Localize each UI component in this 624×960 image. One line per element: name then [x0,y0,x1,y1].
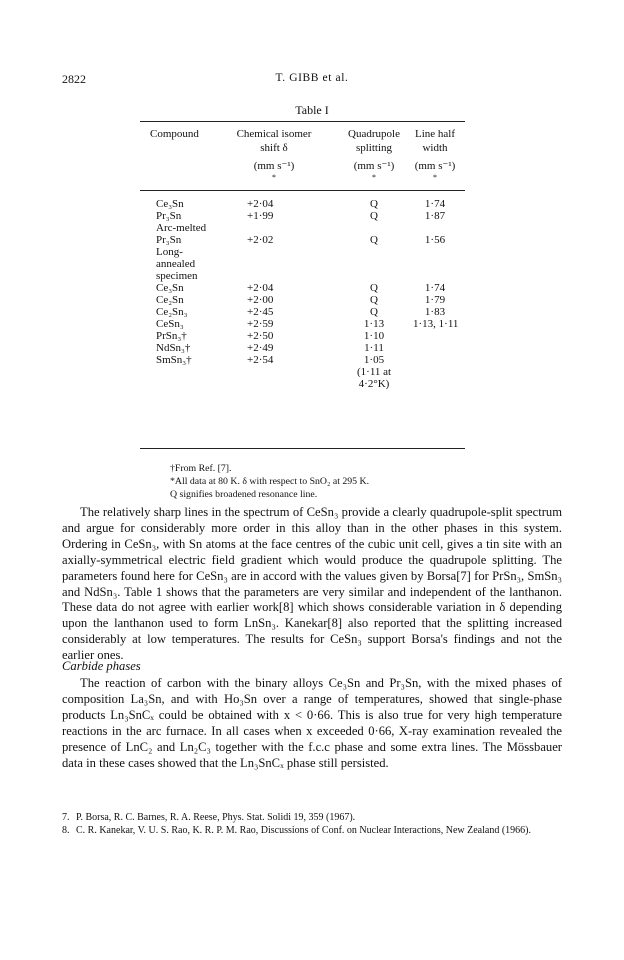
column-header-quadrupole-line2: splitting [355,141,393,154]
table-note: *All data at 80 K. δ with respect to SnO₂ at 295 K. [170,476,370,487]
cell-compound: SmSn₃† [156,354,192,366]
cell-quadrupole: Q [370,282,378,294]
table-row [0,330,624,342]
cell-shift: +2·45 [247,306,274,318]
table-row [0,366,624,378]
cell-quadrupole: Q [370,306,378,318]
cell-quadrupole: Q [370,210,378,222]
cell-width: 1·87 [424,210,446,222]
cell-shift: +2·50 [247,330,274,342]
table-row [0,354,624,366]
body-paragraph-1 [62,505,562,664]
cell-quadrupole: 1·05 [363,354,385,366]
cell-compound: specimen [156,270,198,282]
column-header-shift-line2: shift δ [260,141,288,154]
reference-text: C. R. Kanekar, V. U. S. Rao, K. R. P. M. Rao, Discussions of Conf. on Nuclear Interactions, New Zealand (1966). [76,824,531,836]
cell-shift: +2·49 [247,342,274,354]
cell-compound: PrSn₃† [156,330,187,342]
cell-compound: Ce₂Sn [156,294,184,306]
table-row [0,378,624,390]
table-row [0,234,624,246]
column-header-width-line1: Line half [414,128,455,140]
reference-item [62,812,562,825]
cell-compound: Ce₂Sn₃ [156,306,188,318]
column-header-quadrupole-mark: * [372,172,376,182]
table-row [0,318,624,330]
table-bottom-rule [140,448,465,449]
section-heading: Carbide phases [62,659,141,673]
cell-compound: Pr₃Sn [156,210,182,222]
running-head: T. GIBB et al. [275,72,349,84]
cell-quadrupole: Q [370,234,378,246]
column-header-width-unit: (mm s⁻¹) [414,160,456,172]
cell-compound: Long- [156,246,183,258]
column-header-width-mark: * [433,172,437,182]
cell-quadrupole: (1·11 at [357,366,392,378]
table-header-rule [140,190,465,191]
table-title: Table I [295,103,329,117]
table-row [0,294,624,306]
cell-shift: +2·54 [247,354,274,366]
reference-number: 8. [62,824,70,836]
column-header-compound-text: Compound [150,128,199,140]
cell-quadrupole: Q [370,294,378,306]
table-row [0,246,624,258]
cell-quadrupole: 1·10 [363,330,385,342]
table-row [0,342,624,354]
cell-width: 1·74 [424,282,446,294]
column-header-quadrupole-unit: (mm s⁻¹) [353,160,395,172]
column-header-shift-unit: (mm s⁻¹) [253,160,295,172]
cell-shift: +1·99 [247,210,274,222]
reference-text: P. Borsa, R. C. Barnes, R. A. Reese, Phys. Stat. Solidi 19, 359 (1967). [76,812,356,823]
cell-compound: Ce₃Sn [156,198,184,210]
paragraph-text: The relatively sharp lines in the spectrum of CeSn₃ provide a clearly quadrupole-split spectrum and argue for considerably more order in this alloy than in the other phases in this system. Ordering in CeSn₃, with Sn atoms at the face centres of the cubic unit cell, gives a tin site with an axially-symmetrical electric field gradient which would produce the quadrupole splitting. The parameters found here for CeSn₃ are in accord with the values given by Borsa[7] for PrSn₃, SmSn₃ and NdSn₃. Table 1 shows that the parameters are very similar and independent of the lanthanon. These data do not agree with earlier work[8] which shows considerable variation in δ depending upon the lanthanon used to form LnSn₃. Kanekar[8] also reported that the splitting increased considerably at low temperatures. The results for CeSn₃ support Borsa's findings and not the earlier ones. [62,505,562,663]
cell-quadrupole: 1·13 [363,318,385,330]
cell-shift: +2·59 [247,318,274,330]
cell-shift: +2·04 [247,282,274,294]
column-header-shift-mark: * [272,172,276,182]
cell-shift: +2·02 [247,234,274,246]
cell-width: 1·56 [424,234,446,246]
column-header-quadrupole-line1: Quadrupole [348,128,400,140]
cell-width: 1·83 [424,306,446,318]
table-notes [170,462,369,501]
reference-item [62,825,562,838]
page-number: 2822 [62,72,86,86]
cell-width: 1·13, 1·11 [413,318,459,330]
table-note: †From Ref. [7]. [170,463,232,474]
cell-compound: Ce₃Sn [156,282,184,294]
table-top-rule [140,121,465,122]
cell-quadrupole: Q [370,198,378,210]
table-note: Q signifies broadened resonance line. [170,489,318,500]
reference-number: 7. [62,812,70,823]
table-row [0,282,624,294]
cell-compound: CeSn₃ [156,318,184,330]
column-header-shift-line1: Chemical isomer [236,128,312,140]
table-row [0,258,624,270]
column-header-width-line2: width [422,141,448,154]
cell-compound: Arc-melted [156,222,207,234]
cell-width: 1·74 [424,198,446,210]
column-header-shift [226,128,322,181]
paragraph-text: The reaction of carbon with the binary alloys Ce₃Sn and Pr₃Sn, with the mixed phases of composition La₃Sn, and with Ho₃Sn over a range of temperatures, showed that single-phase products Ln₃SnCₓ could be obtained with x < 0·66. This is also true for very high temperature reactions in the arc furnace. In all cases when x exceeded 0·66, X-ray examination revealed the presence of LnC₂ and Ln₂C₃ together with the f.c.c phase and some extra lines. The Mössbauer data in these cases showed that the Ln₃SnCₓ phase still persisted. [62,676,562,770]
column-header-width [404,128,466,181]
cell-compound: annealed [156,258,196,270]
references [62,812,562,837]
table-row [0,222,624,234]
body-paragraph-2 [62,676,562,771]
cell-shift: +2·00 [247,294,274,306]
cell-quadrupole: 1·11 [364,342,384,354]
table-row [0,210,624,222]
table-row [0,306,624,318]
cell-width: 1·79 [424,294,446,306]
cell-quadrupole: 4·2°K) [358,378,390,390]
cell-compound: Pr₃Sn [156,234,182,246]
table-row [0,270,624,282]
cell-shift: +2·04 [247,198,274,210]
column-header-compound [150,128,220,142]
cell-compound: NdSn₃† [156,342,191,354]
table-row [0,198,624,210]
